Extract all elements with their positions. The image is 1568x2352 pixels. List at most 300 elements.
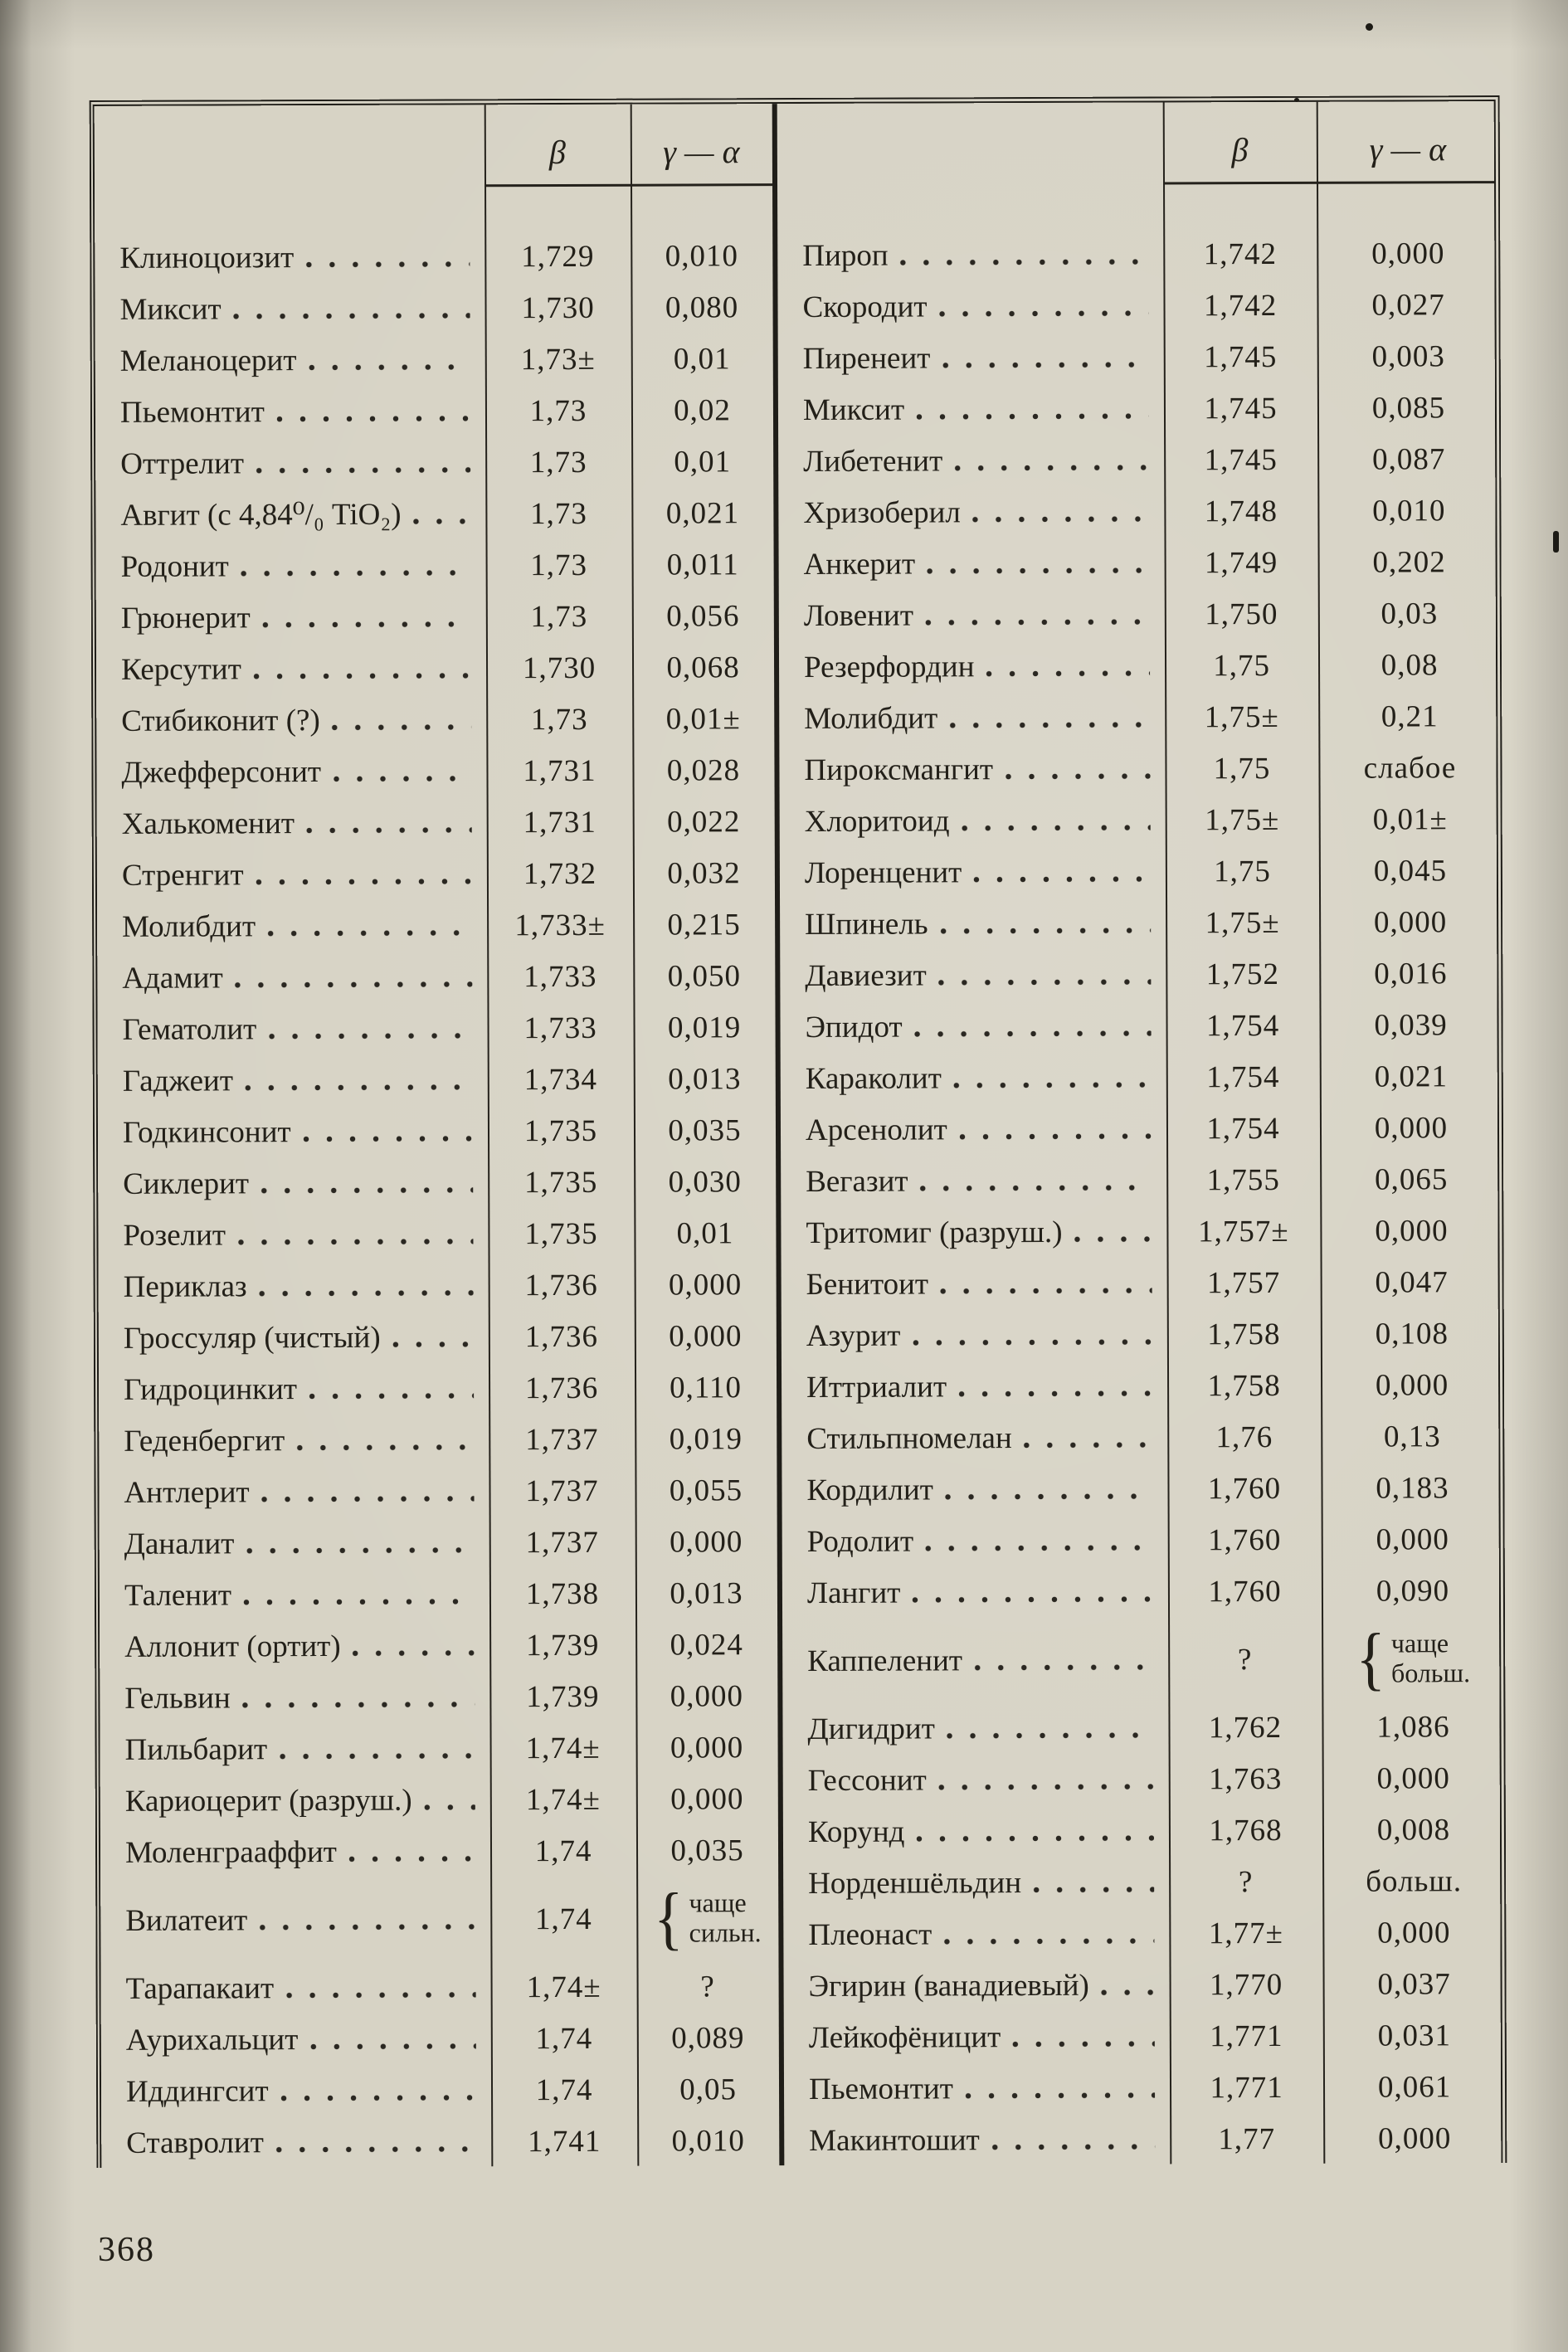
mineral-name: Хлоритоид [780,802,1166,840]
mineral-row [777,227,1494,281]
dot-leader [916,1833,1154,1843]
beta-value: 1,736 [524,1268,598,1303]
dot-leader [991,2142,1155,2151]
gamma-alpha-value: 0,013 [670,1575,743,1611]
gamma-alpha-value: 0,087 [1371,441,1446,477]
beta-value: 1,745 [1204,391,1278,426]
dot-leader [413,517,471,525]
beta-value: 1,735 [524,1165,598,1200]
mineral-name: Антлерит [99,1473,489,1511]
gamma-alpha-value: 0,202 [1372,544,1446,580]
beta-value: 1,770 [1209,1967,1283,2002]
scan-speck [1294,98,1299,102]
scan-speck [1366,23,1373,31]
mineral-row [100,1619,777,1673]
mineral-name: Грюнерит [96,599,486,636]
mineral-row [100,1773,778,1827]
dot-leader [900,257,1149,266]
mineral-name: Ловенит [779,597,1165,634]
gamma-alpha-value: 0,008 [1376,1812,1451,1848]
mineral-row [100,1516,777,1570]
beta-value: 1,739 [525,1628,600,1663]
gamma-alpha-value: 0,000 [1377,1915,1451,1950]
gamma-alpha-value: 0,03 [1381,596,1439,631]
dot-leader [972,514,1150,523]
mineral-row [782,1616,1499,1703]
mineral-row [96,590,774,644]
mineral-name: Меланоцерит [95,342,485,379]
dot-leader [974,1663,1153,1672]
beta-value: 1,733 [523,959,597,994]
mineral-row [779,742,1496,796]
beta-value: 1,733 [523,1010,597,1045]
mineral-name: Авгит (с 4,84⁰/₀ TiO₂) [95,495,485,533]
gamma-alpha-header: γ — α [663,132,740,171]
mineral-name: Клиноцоизит [95,239,485,276]
beta-value: 1,754 [1206,1059,1280,1094]
mineral-name: Бенитоит [782,1265,1167,1303]
dot-leader [276,414,470,423]
dot-leader [925,617,1150,626]
beta-value: 1,750 [1205,597,1278,631]
dot-leader [954,463,1149,472]
gamma-alpha-value: 0,030 [668,1164,742,1200]
beta-value: 1,763 [1209,1761,1283,1796]
gamma-alpha-value: 0,022 [666,804,741,840]
mineral-name: Молибдит [779,699,1165,737]
beta-value: 1,762 [1208,1710,1283,1745]
beta-value: 1,739 [526,1679,600,1714]
gamma-alpha-value: 0,027 [1371,287,1445,323]
beta-value: 1,734 [523,1062,597,1097]
dot-leader [237,1237,473,1246]
mineral-row [783,1855,1500,1909]
mineral-name: Ставролит [101,2124,491,2161]
dot-leader [943,1936,1154,1945]
gamma-alpha-value: 0,215 [667,907,741,942]
beta-value: 1,737 [525,1422,599,1457]
beta-value: 1,75± [1205,802,1280,837]
mineral-row [782,1462,1498,1516]
mineral-name: Пироксмангит [779,751,1165,788]
mineral-name: Караколит [781,1059,1166,1097]
mineral-name: Родонит [96,548,486,585]
dot-leader [309,1391,474,1400]
beta-value: 1,742 [1203,288,1278,323]
dot-leader [424,1803,475,1811]
mineral-row [783,1958,1500,2012]
mineral-row [778,433,1495,487]
beta-value: 1,74 [534,1902,592,1936]
beta-value: 1,758 [1207,1317,1281,1351]
beta-value: 1,735 [524,1216,598,1251]
beta-value: 1,757± [1198,1214,1289,1249]
mineral-rows-left [95,183,779,2169]
dot-leader [246,1546,474,1555]
table-header-left [95,104,772,186]
beta-value: ? [1237,1642,1253,1677]
dot-leader [940,1286,1152,1295]
mineral-row [782,1565,1499,1619]
mineral-row [781,1102,1497,1156]
gamma-alpha-value: 0,000 [668,1267,743,1303]
mineral-name: Адамит [97,959,487,996]
dot-leader [243,1597,475,1606]
refraction-table [90,95,1507,2168]
mineral-row [98,1053,776,1107]
gamma-alpha-value: 0,050 [667,958,742,994]
gamma-alpha-value: 0,061 [1377,2069,1452,2105]
gamma-alpha-value: 0,039 [1374,1007,1448,1043]
mineral-row [782,1701,1499,1755]
beta-value: 1,771 [1210,2018,1283,2053]
mineral-name: Дигидрит [782,1710,1168,1747]
beta-value: 1,758 [1207,1368,1281,1403]
beta-value: 1,748 [1204,494,1278,528]
mineral-row [95,333,773,387]
gamma-alpha-value: 0,13 [1383,1419,1441,1454]
beta-value: 1,749 [1204,545,1278,580]
dot-leader [938,977,1152,986]
mineral-row [97,796,775,850]
mineral-row [95,487,773,541]
dot-leader [309,2042,475,2051]
mineral-name: Оттрелит [95,445,485,482]
mineral-row [101,2115,779,2169]
mineral-name: Халькоменит [97,805,487,842]
empty-header-cell [777,102,1163,183]
beta-value: 1,73 [529,393,587,428]
dot-leader [261,1186,473,1195]
mineral-name: Пьемонтит [784,2070,1170,2107]
mineral-row [100,1721,777,1775]
beta-value: 1,768 [1209,1813,1283,1848]
gamma-alpha-value: 0,021 [1374,1059,1448,1094]
beta-value: 1,73 [529,445,587,480]
dot-leader [965,2091,1155,2100]
dot-leader [925,1543,1153,1552]
dot-leader [242,1700,475,1709]
gamma-alpha-value: 0,01 [673,341,731,377]
dot-leader [245,1083,473,1092]
mineral-row [100,1960,778,2014]
dot-leader [962,823,1151,832]
empty-header-cell [95,105,485,186]
dot-leader [940,926,1152,935]
dot-leader [348,1854,475,1863]
mineral-name: Гельвин [100,1679,489,1717]
mineral-name: Либетенит [778,442,1164,480]
gamma-alpha-value: 0,065 [1375,1161,1449,1197]
mineral-row [780,947,1497,1001]
mineral-row [779,639,1496,693]
gamma-alpha-value: 0,01± [665,701,741,737]
mineral-row [95,436,773,489]
mineral-row [99,1259,777,1312]
dot-leader [285,1990,475,1999]
gamma-alpha-value: 0,108 [1375,1316,1449,1351]
mineral-name: Кордилит [782,1471,1167,1508]
mineral-row [98,1207,776,1261]
beta-value: 1,755 [1206,1162,1280,1197]
dot-leader [939,309,1149,318]
beta-value: 1,741 [528,2124,601,2159]
dot-leader [1012,2039,1155,2048]
mineral-row [780,845,1497,898]
mineral-name: Пиренеит [778,339,1164,377]
mineral-name: Годкинсонит [98,1113,488,1151]
gamma-alpha-value: 0,010 [665,238,739,274]
dot-leader [279,1751,475,1760]
mineral-name: Арсенолит [781,1111,1166,1148]
dot-leader [947,1731,1154,1740]
beta-value: 1,74± [525,1731,601,1765]
gamma-alpha-value: 0,183 [1376,1470,1449,1506]
mineral-name: Гаджеит [98,1062,488,1099]
gamma-alpha-value: 0,01 [676,1215,734,1251]
dot-leader [392,1340,474,1348]
mineral-row [777,279,1494,333]
mineral-name: Даналит [100,1525,489,1562]
dot-leader [235,980,473,989]
gamma-alpha-value: 0,000 [1375,1367,1449,1403]
mineral-name: Пильбарит [100,1731,490,1768]
beta-value: 1,75± [1205,905,1280,940]
mineral-row [784,2112,1501,2166]
gamma-alpha-value: { чаще сильн. [653,1878,762,1958]
mineral-row [780,999,1497,1053]
mineral-name: Тритомиг (разруш.) [781,1214,1166,1251]
gamma-alpha-value: 0,000 [670,1781,744,1817]
dot-leader [912,1337,1152,1346]
mineral-row [779,536,1496,590]
gamma-alpha-value: 0,068 [666,650,740,685]
beta-value: 1,74 [535,2021,593,2056]
gamma-alpha-value: 0,090 [1376,1573,1450,1609]
mineral-name: Гематолит [97,1010,487,1048]
mineral-row [96,693,774,747]
mineral-name: Хризоберил [778,494,1164,531]
dot-leader [262,620,471,629]
mineral-row [778,485,1495,538]
mineral-row [781,1153,1497,1207]
mineral-row [784,2061,1501,2115]
beta-value: 1,742 [1203,236,1278,271]
mineral-name: Стренгит [97,856,487,894]
mineral-row [782,1307,1498,1361]
gamma-alpha-value: 0,024 [670,1627,743,1663]
gamma-alpha-value: 0,000 [669,1318,743,1354]
dot-leader [259,1288,474,1298]
mineral-row [781,1205,1497,1259]
mineral-name: Иттриалит [782,1368,1167,1405]
gamma-alpha-value: 0,028 [666,752,741,788]
gamma-alpha-value: 0,016 [1374,956,1448,991]
mineral-name: Розелит [98,1216,488,1254]
dot-leader [916,411,1149,421]
gamma-alpha-value: 0,01± [1372,801,1448,837]
table-right-half [772,101,1502,2165]
mineral-row [782,1256,1498,1310]
mineral-name: Миксит [778,391,1164,428]
mineral-row [781,1050,1497,1104]
mineral-row [779,587,1496,641]
mineral-name: Пьемонтит [95,393,485,431]
mineral-row [100,1876,778,1963]
mineral-row [101,2063,779,2117]
mineral-row [783,1804,1500,1858]
gamma-alpha-value: { чаще больш. [1356,1619,1471,1698]
dot-leader [256,877,472,886]
gamma-alpha-value: 0,085 [1371,390,1446,426]
dot-leader [912,1595,1153,1604]
mineral-name: Пироп [777,236,1163,274]
gamma-alpha-value: 1,086 [1376,1709,1450,1745]
dot-leader [259,1922,475,1931]
mineral-name: Гидроцинкит [99,1371,489,1408]
dot-leader [938,1782,1154,1791]
gamma-alpha-value: 0,000 [1376,1522,1449,1557]
beta-value: 1,736 [524,1319,599,1354]
dot-leader [986,669,1150,678]
dot-leader [280,2093,476,2102]
dot-leader [261,1494,475,1503]
mineral-name: Аллонит (ортит) [100,1628,489,1665]
mineral-row [100,1824,778,1878]
mineral-row [97,847,775,901]
beta-value: 1,736 [524,1371,599,1405]
dot-leader [256,465,470,475]
dot-leader [942,360,1148,369]
mineral-row [782,1359,1498,1413]
gamma-alpha-value: слабое [1363,750,1457,786]
dot-leader [945,1492,1153,1501]
mineral-name: Миксит [95,290,485,328]
gamma-alpha-value: 0,000 [670,1730,744,1765]
gamma-alpha-value: 0,013 [668,1061,742,1097]
dot-leader [233,311,470,320]
mineral-row [100,1670,777,1724]
dot-leader [267,928,472,937]
beta-value: 1,77 [1218,2121,1276,2156]
beta-value: 1,737 [525,1473,599,1508]
gamma-alpha-value: ? [700,1969,715,2004]
mineral-row [784,2009,1501,2063]
beta-value: 1,730 [522,650,597,685]
beta-value: 1,75 [1213,751,1271,786]
beta-value: 1,73 [530,548,588,582]
gamma-alpha-value: 0,035 [670,1833,744,1868]
mineral-name: Керсутит [96,650,486,688]
mineral-row [98,1156,776,1210]
beta-value: 1,74± [526,1970,601,2004]
mineral-row [100,1567,777,1621]
page-number: 368 [98,2231,155,2269]
dot-leader [306,825,472,835]
mineral-name: Лангит [782,1574,1168,1611]
mineral-name: Сиклерит [98,1165,488,1202]
mineral-row [779,690,1496,744]
beta-value: 1,760 [1208,1522,1282,1557]
mineral-name: Аурихальцит [101,2021,491,2058]
gamma-alpha-value: 0,080 [665,290,739,325]
mineral-row [99,1413,777,1467]
gamma-alpha-value: 0,089 [671,2020,745,2056]
beta-value: 1,74± [525,1782,601,1817]
dot-leader [241,568,471,577]
beta-value: 1,757 [1206,1265,1281,1300]
dot-leader [953,1080,1152,1089]
mineral-name: Родолит [782,1522,1168,1560]
mineral-row [778,382,1495,436]
beta-header: β [548,133,566,171]
dot-leader [1005,772,1151,781]
gamma-alpha-value: 0,010 [671,2123,745,2159]
mineral-name: Гессонит [783,1761,1169,1799]
beta-value: 1,76 [1215,1419,1273,1454]
dot-leader [353,1648,475,1658]
dot-leader [920,1183,1152,1192]
mineral-row [95,384,773,438]
mineral-name: Гроссуляр (чистый) [99,1319,489,1356]
mineral-row [98,1104,776,1158]
dot-leader [268,1031,472,1040]
dot-leader [1033,1885,1154,1894]
mineral-name: Джефферсонит [96,753,486,791]
mineral-row [780,793,1497,847]
dot-leader [305,260,470,269]
dot-leader [927,566,1150,575]
mineral-name: Эпидот [780,1008,1166,1045]
beta-value: 1,74 [535,2072,593,2107]
gamma-alpha-value: 0,003 [1371,338,1445,374]
beta-value: 1,754 [1205,1008,1280,1043]
beta-value: 1,75 [1213,854,1271,889]
mineral-row [99,1361,777,1415]
mineral-name: Моленграаффит [100,1833,490,1871]
gamma-alpha-value: 0,019 [667,1010,742,1045]
mineral-name: Лоренценит [780,854,1166,891]
mineral-row [782,1513,1499,1567]
gamma-alpha-value: 0,000 [1374,1110,1449,1146]
mineral-row [97,1001,775,1055]
mineral-name: Скородит [777,288,1163,325]
gamma-alpha-header: γ — α [1369,129,1447,168]
mineral-name: Эгирин (ванадиевый) [784,1967,1170,2004]
mineral-name: Вилатеит [100,1902,490,1939]
beta-value: 1,73 [530,702,588,737]
gamma-alpha-value: 0,000 [1378,2121,1452,2156]
gamma-alpha-value: 0,000 [670,1524,743,1560]
beta-value: 1,73 [530,599,588,634]
mineral-name: Лейкофёницит [784,2018,1170,2056]
mineral-row [96,744,774,798]
beta-value: 1,732 [523,856,597,891]
beta-value: 1,730 [521,290,595,325]
gamma-alpha-value: 0,011 [666,547,739,582]
beta-value: 1,771 [1210,2070,1283,2105]
dot-leader [958,1389,1152,1398]
beta-value: 1,75 [1213,648,1270,683]
beta-value: 1,731 [523,805,597,840]
beta-value: 1,74 [534,1833,592,1868]
beta-value: 1,760 [1207,1471,1282,1506]
mineral-name: Азурит [782,1317,1167,1354]
gamma-alpha-value: 0,056 [666,598,740,634]
beta-value: 1,733± [514,908,606,942]
dot-leader [1024,1440,1153,1449]
mineral-name: Макинтошит [784,2121,1170,2159]
